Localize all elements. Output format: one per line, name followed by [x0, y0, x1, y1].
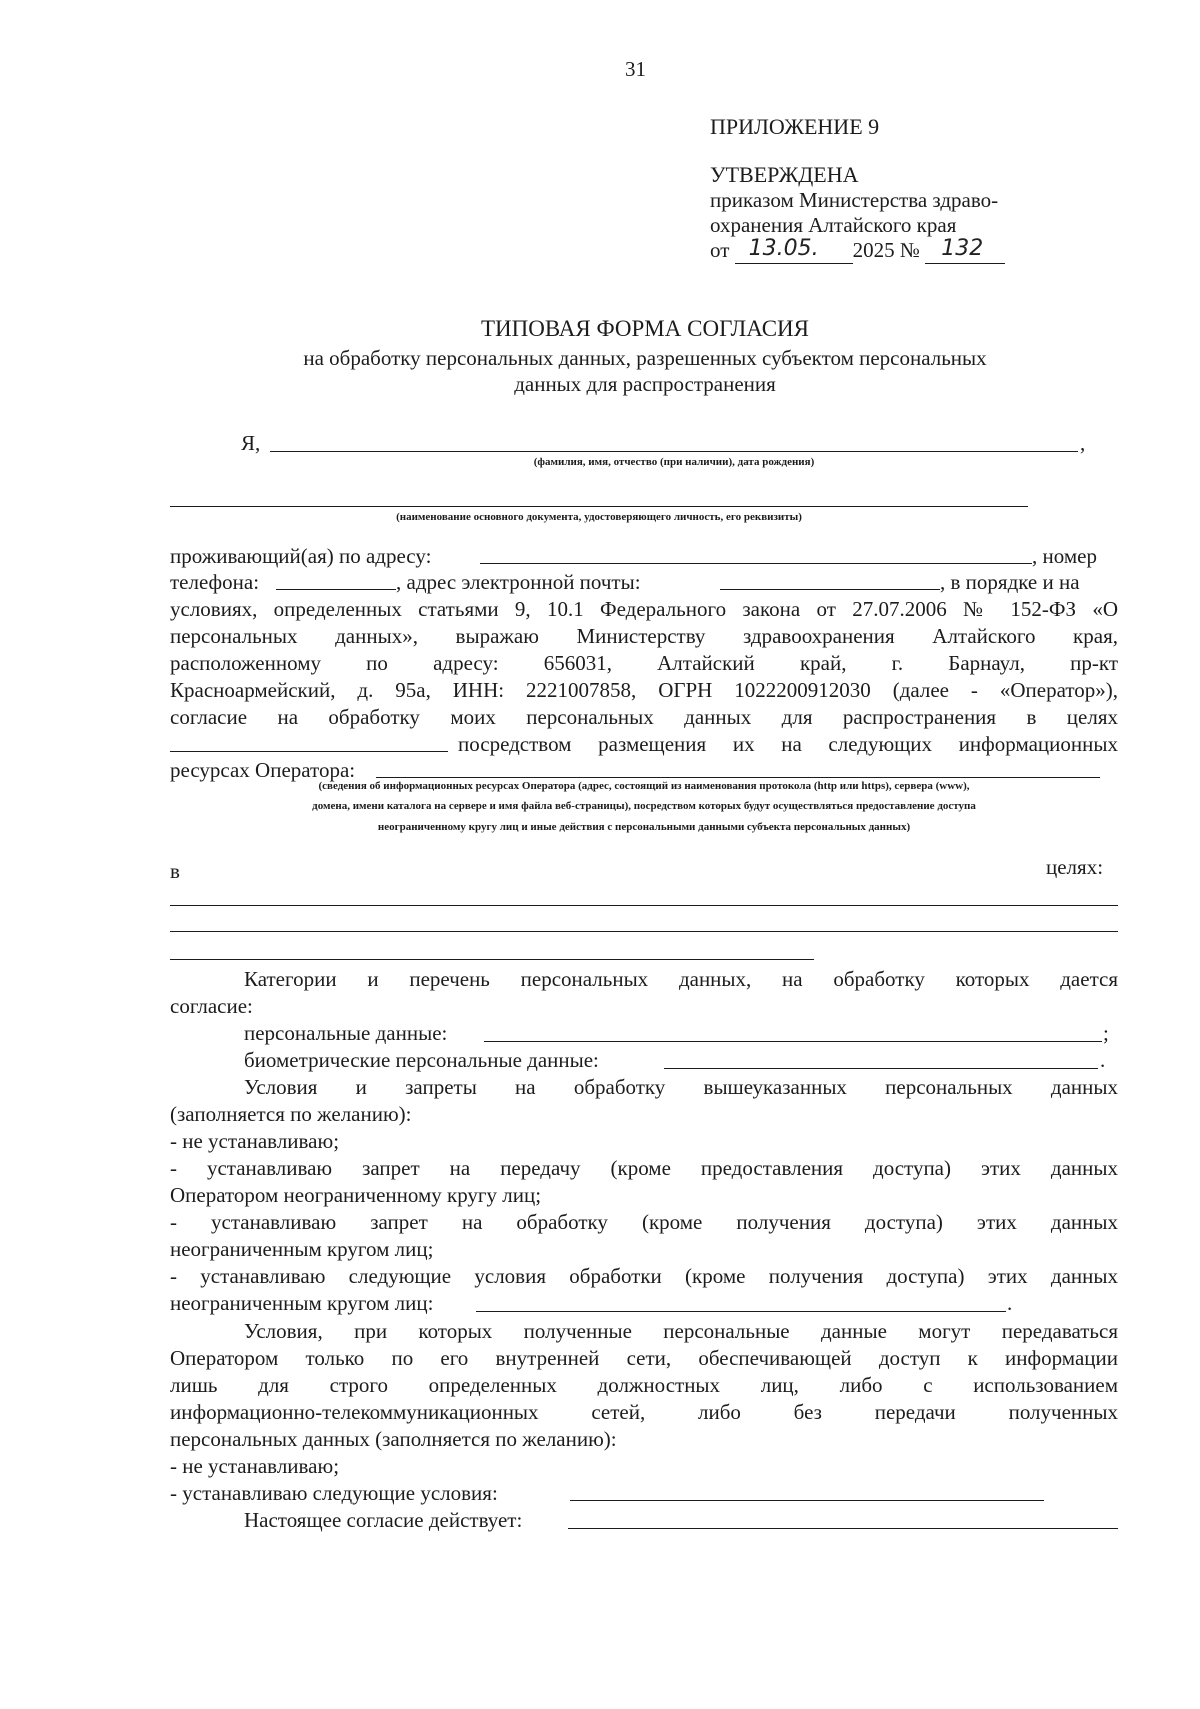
categories-intro-1: Категории и перечень персональных данных, на обработку которых дается	[244, 967, 1118, 991]
option-not-set-2[interactable]: - не устанавливаю;	[170, 1454, 340, 1478]
conditions-2-line-2: Оператором только по его внутренней сети, обеспечивающей доступ к информации	[170, 1346, 1118, 1370]
following-conditions-input-line[interactable]	[570, 1500, 1044, 1501]
conditions-2-line-5: персональных данных (заполняется по желанию):	[170, 1427, 617, 1451]
categories-intro-2: согласие:	[170, 994, 253, 1018]
resources-caption-1: (сведения об информационных ресурсах Оператора (адрес, состоящий из наименования протокола (http или https), сервера (www),	[318, 780, 970, 792]
personal-data-end: ;	[1103, 1021, 1109, 1045]
body-line-3: расположенному по адресу: 656031, Алтайский край, г. Барнаул, пр-кт	[170, 651, 1118, 675]
conditions-1-line-1: Условия и запреты на обработку вышеуказанных персональных данных	[244, 1075, 1118, 1099]
date-field[interactable]	[735, 236, 853, 264]
address-label: проживающий(ая) по адресу:	[170, 544, 432, 568]
body-line-7: ресурсах Оператора:	[170, 758, 356, 782]
order-number-field[interactable]	[925, 236, 1005, 264]
date-prefix: от	[710, 238, 730, 262]
purpose-line-3[interactable]	[170, 959, 814, 960]
option-conditions-line-1[interactable]: - устанавливаю следующие условия обработки (кроме получения доступа) этих данных	[170, 1264, 1118, 1288]
resources-input-line[interactable]	[376, 777, 1100, 778]
date-handwritten: 13.05.	[748, 236, 819, 261]
approval-line-2: охранения Алтайского края	[710, 213, 957, 237]
approval-line-1: приказом Министерства здраво-	[710, 188, 999, 212]
i-label: Я,	[241, 431, 261, 455]
id-document-input-line[interactable]	[170, 506, 1028, 507]
biometric-data-label: биометрические персональные данные:	[244, 1048, 599, 1072]
option-processing-ban-line-2: неограниченным кругом лиц;	[170, 1237, 434, 1261]
purpose-line-2[interactable]	[170, 931, 1118, 932]
email-label: , адрес электронной почты:	[396, 570, 641, 594]
option-processing-ban-line-1[interactable]: - устанавливаю запрет на обработку (кроме получения доступа) этих данных	[170, 1210, 1118, 1234]
body-line-2: персональных данных», выражаю Министерству здравоохранения Алтайского края,	[170, 624, 1118, 648]
resources-caption-3: неограниченному кругу лиц и иные действия с персональными данными субъекта персональных данных)	[377, 821, 911, 833]
phone-label-tail: , номер	[1032, 544, 1097, 568]
validity-label: Настоящее согласие действует:	[244, 1508, 523, 1532]
approval-date-line	[710, 237, 1005, 264]
processing-conditions-input-line[interactable]	[476, 1311, 1006, 1312]
personal-data-input-line[interactable]	[484, 1041, 1102, 1042]
address-input-line[interactable]	[480, 563, 1032, 564]
purpose-label: целях:	[1046, 855, 1104, 879]
conditions-1-line-2: (заполняется по желанию):	[170, 1102, 412, 1126]
conditions-2-line-3: лишь для строго определенных должностных лиц, либо с использованием	[170, 1373, 1118, 1397]
conditions-2-line-4: информационно-телекоммуникационных сетей, либо без передачи полученных	[170, 1400, 1118, 1424]
fio-input-line[interactable]	[270, 451, 1078, 452]
page-number: 31	[625, 57, 646, 81]
body-line-6: посредством размещения их на следующих информационных	[458, 732, 1118, 756]
form-subtitle-1: на обработку персональных данных, разрешенных субъектом персональных	[303, 346, 987, 370]
order-tail: , в порядке и на	[940, 570, 1080, 594]
fio-caption: (фамилия, имя, отчество (при наличии), дата рождения)	[533, 456, 815, 468]
biometric-data-input-line[interactable]	[664, 1068, 1098, 1069]
option-following-conditions[interactable]: - устанавливаю следующие условия:	[170, 1481, 498, 1505]
option-conditions-line-2: неограниченным кругом лиц:	[170, 1291, 434, 1315]
personal-data-label: персональные данные:	[244, 1021, 448, 1045]
body-line-5: согласие на обработку моих персональных данных для распространения в целях	[170, 705, 1118, 729]
form-title: ТИПОВАЯ ФОРМА СОГЛАСИЯ	[480, 316, 809, 341]
biometric-data-end: .	[1100, 1048, 1106, 1072]
year-number-label: 2025 №	[852, 238, 920, 262]
appendix-label: ПРИЛОЖЕНИЕ 9	[710, 114, 880, 139]
phone-input-line[interactable]	[276, 589, 396, 590]
in-label: в	[170, 859, 180, 883]
option-transfer-ban-line-1[interactable]: - устанавливаю запрет на передачу (кроме предоставления доступа) этих данных	[170, 1156, 1118, 1180]
option-conditions-end: .	[1007, 1291, 1013, 1315]
approval-title: УТВЕРЖДЕНА	[710, 162, 859, 187]
order-number-handwritten: 132	[941, 236, 984, 261]
validity-input-line[interactable]	[568, 1528, 1118, 1529]
body-line-1: условиях, определенных статьями 9, 10.1 Федерального закона от 27.07.2006 № 152-ФЗ «О	[170, 597, 1118, 621]
form-subtitle-2: данных для распространения	[514, 372, 776, 396]
conditions-2-line-1: Условия, при которых полученные персональные данные могут передаваться	[244, 1319, 1118, 1343]
option-transfer-ban-line-2: Оператором неограниченному кругу лиц;	[170, 1183, 542, 1207]
purpose-input-line[interactable]	[170, 751, 448, 752]
phone-label: телефона:	[170, 570, 260, 594]
purpose-line-1[interactable]	[170, 905, 1118, 906]
option-not-set-1[interactable]: - не устанавливаю;	[170, 1129, 340, 1153]
resources-caption-2: домена, имени каталога на сервере и имя файла веб-страницы), посредством которых будут осуществляться предоставление доступа	[312, 800, 976, 812]
fio-trailing-comma: ,	[1080, 431, 1086, 455]
id-document-caption: (наименование основного документа, удостоверяющего личность, его реквизиты)	[396, 511, 802, 523]
email-input-line[interactable]	[720, 589, 940, 590]
body-line-4: Красноармейский, д. 95а, ИНН: 2221007858, ОГРН 1022200912030 (далее - «Оператор»),	[170, 678, 1118, 702]
